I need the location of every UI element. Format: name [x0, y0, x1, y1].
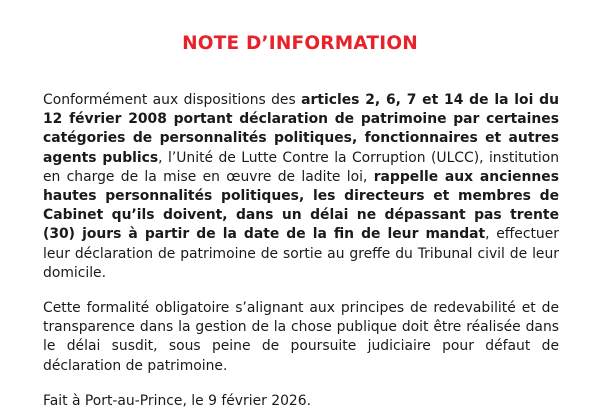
paragraph-1-segment: Conformément aux dispositions des: [43, 92, 302, 108]
closing-line: Fait à Port-au-Prince, le 9 février 2026.: [43, 392, 312, 409]
paragraph-1-bold-segment: articles 2, 6, 7 et 14 de la loi du 12 février 2008 portant déclaration de patrimoine par certaines catégories de personnalités politiques, fonctionnaires et autres agents publics: [43, 92, 559, 166]
paragraph-2: Cette formalité obligatoire s’alignant aux principes de redevabilité et de transparence dans la gestion de la chose publique doit être réalisée dans le délai susdit, sous peine de poursuite judiciaire pour défaut de déclaration de patrimoine.: [43, 300, 559, 374]
paragraph-1-segment: , effectuer leur déclaration de patrimoine de sortie au greffe du Tribunal civil de leur domicile.: [43, 226, 559, 281]
document-body: [43, 91, 559, 411]
paragraph-1-bold-segment: rappelle aux anciennes hautes personnalités politiques, les directeurs et membres de Cabinet qu’ils doivent, dans un délai ne dépassant pas trente (30) jours à partir de la date de la fin de leur mandat: [43, 168, 559, 243]
paragraph-1: [43, 91, 559, 283]
document-title: NOTE D’INFORMATION: [182, 33, 418, 54]
paragraph-1-segment: , l’Unité de Lutte Contre la Corruption (ULCC), institution en charge de la mise en œuvre de ladite loi,: [43, 149, 560, 185]
